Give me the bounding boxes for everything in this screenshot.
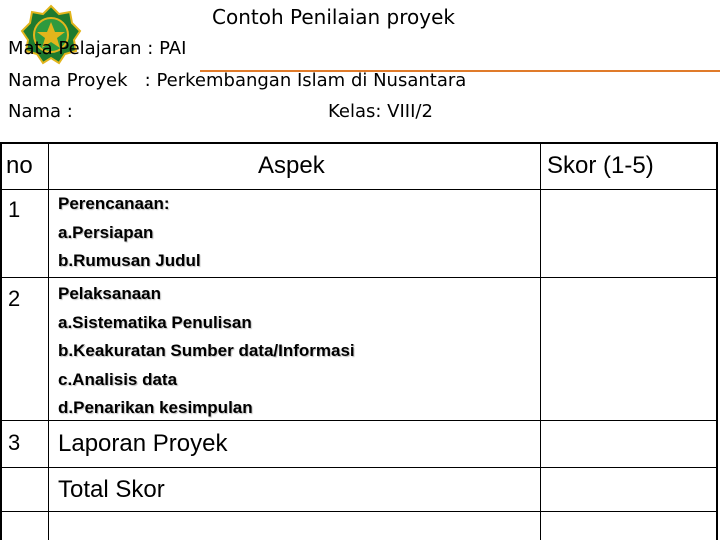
- table-border-right: [716, 142, 718, 540]
- row-2-aspek: [58, 280, 355, 423]
- table-border-top: [0, 142, 718, 144]
- table-border-left: [0, 142, 2, 540]
- row-2-line-3: b.Keakuratan Sumber data/Informasi: [58, 341, 355, 360]
- student-name-line: Nama :: [8, 101, 73, 122]
- row-2-line-5: d.Penarikan kesimpulan: [58, 398, 253, 417]
- row-2-line-2: a.Sistematika Penulisan: [58, 312, 252, 332]
- row-3-no: 3: [8, 430, 21, 455]
- page-title: Contoh Penilaian proyek: [212, 5, 455, 29]
- row-1-line-1: Perencanaan:: [58, 194, 170, 213]
- header-skor: Skor (1-5): [547, 152, 654, 179]
- row-2-line-4: c.Analisis data: [58, 369, 178, 389]
- row-1-line-2: a.Persiapan: [58, 222, 154, 242]
- subject-line: Mata Pelajaran : PAI: [8, 38, 187, 59]
- total-skor-label: Total Skor: [58, 476, 165, 503]
- class-line: Kelas: VIII/2: [328, 101, 433, 122]
- project-name-line: Nama Proyek : Perkembangan Islam di Nusantara: [8, 70, 467, 91]
- row-1-no: 1: [8, 197, 21, 222]
- row-divider-3: [0, 467, 718, 468]
- row-3-aspek: Laporan Proyek: [58, 430, 228, 457]
- header-no: no: [6, 152, 33, 179]
- table-divider-col2: [540, 142, 541, 540]
- row-2-no: 2: [8, 286, 21, 311]
- row-divider-1: [0, 277, 718, 278]
- header-aspek: Aspek: [258, 152, 325, 179]
- row-divider-4: [0, 511, 718, 512]
- table-divider-col1: [48, 142, 49, 540]
- row-2-line-1: Pelaksanaan: [58, 284, 162, 303]
- row-1-line-3: b.Rumusan Judul: [58, 251, 201, 270]
- row-1-aspek: [58, 190, 201, 276]
